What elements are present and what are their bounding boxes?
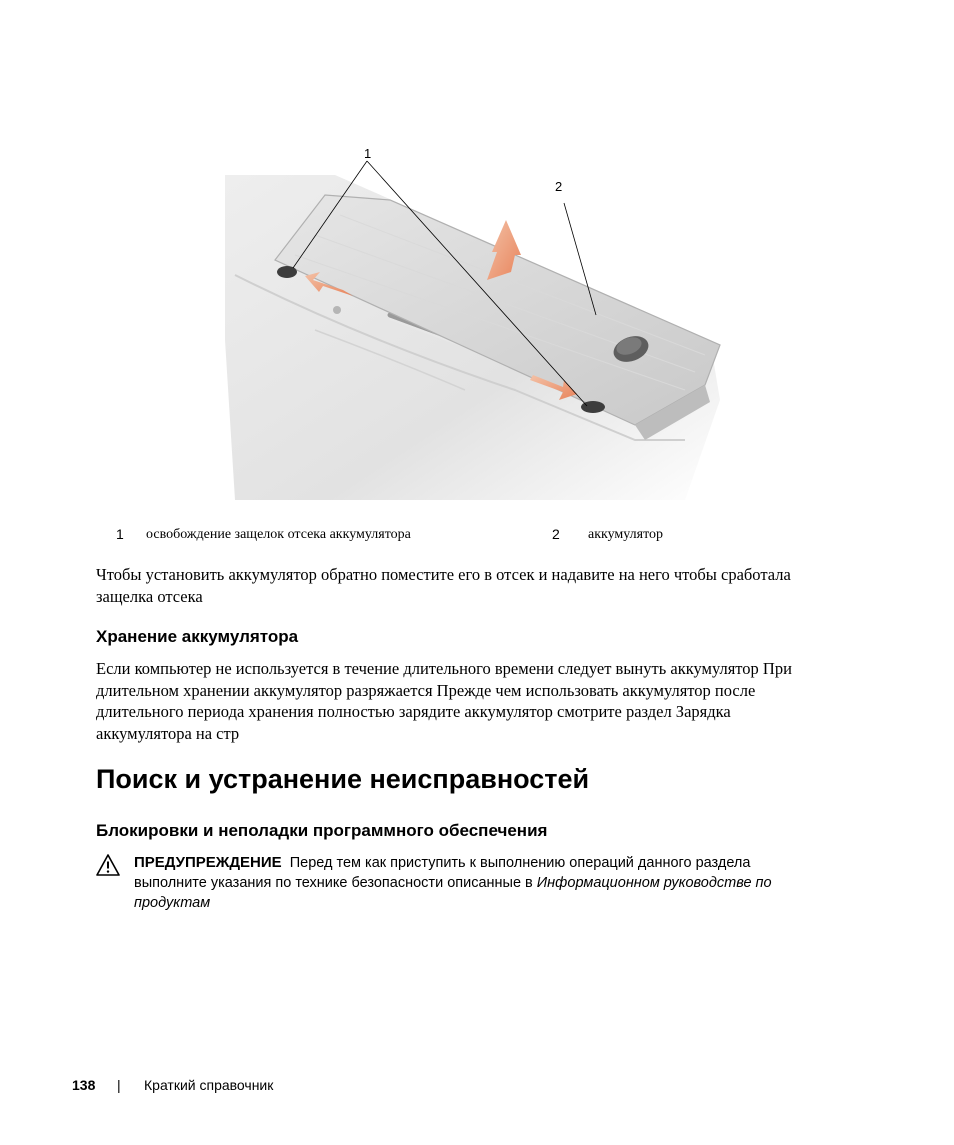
legend-num-1: 1 — [116, 526, 124, 542]
intro-line: Чтобы установить аккумулятор обратно поместите его в отсек и надавите на него чтобы сработала — [96, 565, 791, 584]
footer-separator: | — [117, 1077, 121, 1093]
storage-line: аккумулятора на стр — [96, 723, 240, 743]
storage-line: длительном хранении аккумулятор разряжается Прежде чем использовать аккумулятор после — [96, 680, 756, 700]
storage-paragraph — [96, 658, 792, 744]
laptop-battery-drawing — [215, 140, 735, 510]
callout-1: 1 — [364, 146, 372, 161]
legend-text-1: освобождение защелок отсека аккумулятора — [146, 527, 411, 542]
warning-doc-title: Информационном руководстве по — [536, 875, 772, 891]
intro-line: защелка отсека — [96, 586, 203, 606]
callout-2: 2 — [555, 179, 563, 194]
storage-line: длительного периода хранения полностью зарядите аккумулятор смотрите раздел Зарядка — [96, 702, 731, 721]
warning-line1: Перед тем как приступить к выполнению операций данного раздела — [289, 855, 751, 871]
footer-title: Краткий справочник — [144, 1077, 274, 1093]
warning-doc-title-cont: продуктам — [134, 895, 211, 911]
software-subheading: Блокировки и неполадки программного обеспечения — [96, 821, 548, 840]
warning-text — [134, 853, 772, 913]
storage-line: Если компьютер не используется в течение длительного времени следует вынуть аккумулятор При — [96, 659, 792, 678]
warning-label: ПРЕДУПРЕЖДЕНИЕ — [134, 854, 282, 871]
main-heading: Поиск и устранение неисправностей — [96, 764, 590, 794]
battery-illustration — [215, 140, 735, 510]
warning-icon — [96, 854, 120, 881]
storage-heading: Хранение аккумулятора — [96, 627, 299, 646]
legend-text-2: аккумулятор — [588, 527, 664, 542]
legend-num-2: 2 — [552, 526, 560, 542]
warning-line2: выполните указания по технике безопасности описанные в — [134, 875, 537, 891]
page-number: 138 — [72, 1077, 96, 1093]
intro-paragraph — [96, 564, 791, 607]
